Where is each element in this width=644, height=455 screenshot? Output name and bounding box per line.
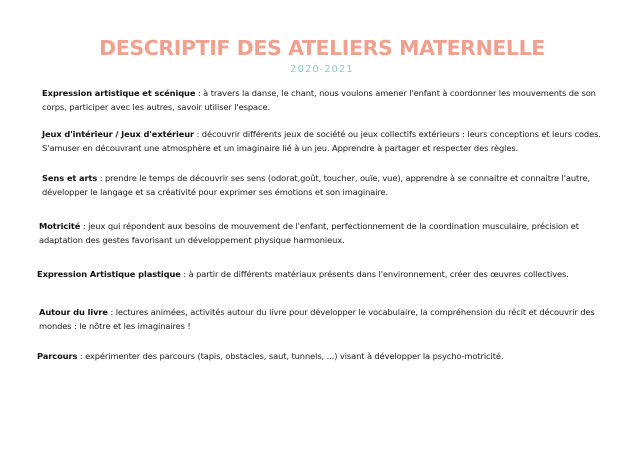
atelier-name: Expression artistique et scénique bbox=[42, 88, 196, 98]
atelier-description: : découvrir différents jeux de société ou jeux collectifs extérieurs : leurs conceptions et leurs codes. S'amuser en découvrant une atmosphère et un imaginaire lié à un jeu. Apprendre à partager et respecter des règles. bbox=[42, 129, 601, 153]
atelier-name: Motricité bbox=[39, 221, 81, 231]
atelier-parcours bbox=[37, 349, 607, 363]
atelier-description: : jeux qui répondent aux besoins de mouvement de l'enfant, perfectionnement de la coordination musculaire, précision et adaptation des gestes favorisant un développement physique harmonieux. bbox=[39, 221, 579, 245]
atelier-description: : expérimenter des parcours (tapis, obstacles, saut, tunnels, ...) visant à développer la psycho-motricité. bbox=[77, 351, 504, 361]
page-title: DESCRIPTIF DES ATELIERS MATERNELLE bbox=[99, 36, 545, 60]
atelier-name: Sens et arts bbox=[42, 173, 98, 183]
atelier-expression-artistique-scenique bbox=[42, 86, 598, 114]
atelier-name: Parcours bbox=[37, 351, 78, 361]
atelier-description: : lectures animées, activités autour du livre pour développer le vocabulaire, la compréhension du récit et découvrir des mondes : le nôtre et les imaginaires ! bbox=[39, 307, 595, 331]
atelier-jeux-interieur-exterieur bbox=[42, 127, 604, 155]
atelier-sens-et-arts bbox=[42, 171, 598, 199]
atelier-name: Expression Artistique plastique bbox=[37, 269, 181, 279]
atelier-description: : prendre le temps de découvrir ses sens (odorat,goût, toucher, ouïe, vue), apprendre à se connaitre et connaitre l'autre, développer le langage et sa créativité pour exprimer ses émotions et son imaginaire. bbox=[42, 173, 590, 197]
atelier-autour-du-livre bbox=[39, 305, 595, 333]
atelier-name: Autour du livre bbox=[39, 307, 108, 317]
page-year: 2020-2021 bbox=[290, 64, 354, 75]
atelier-expression-artistique-plastique bbox=[37, 267, 607, 281]
atelier-description: : à travers la danse, le chant, nous voulons amener l'enfant à coordonner les mouvements de son corps, participer avec les autres, savoir utiliser l'espace. bbox=[42, 88, 596, 112]
atelier-description: : à partir de différents matériaux présents dans l'environnement, créer des œuvres collectives. bbox=[180, 269, 569, 279]
atelier-name: Jeux d'intérieur / Jeux d'extérieur bbox=[42, 129, 195, 139]
atelier-motricite bbox=[39, 219, 599, 247]
